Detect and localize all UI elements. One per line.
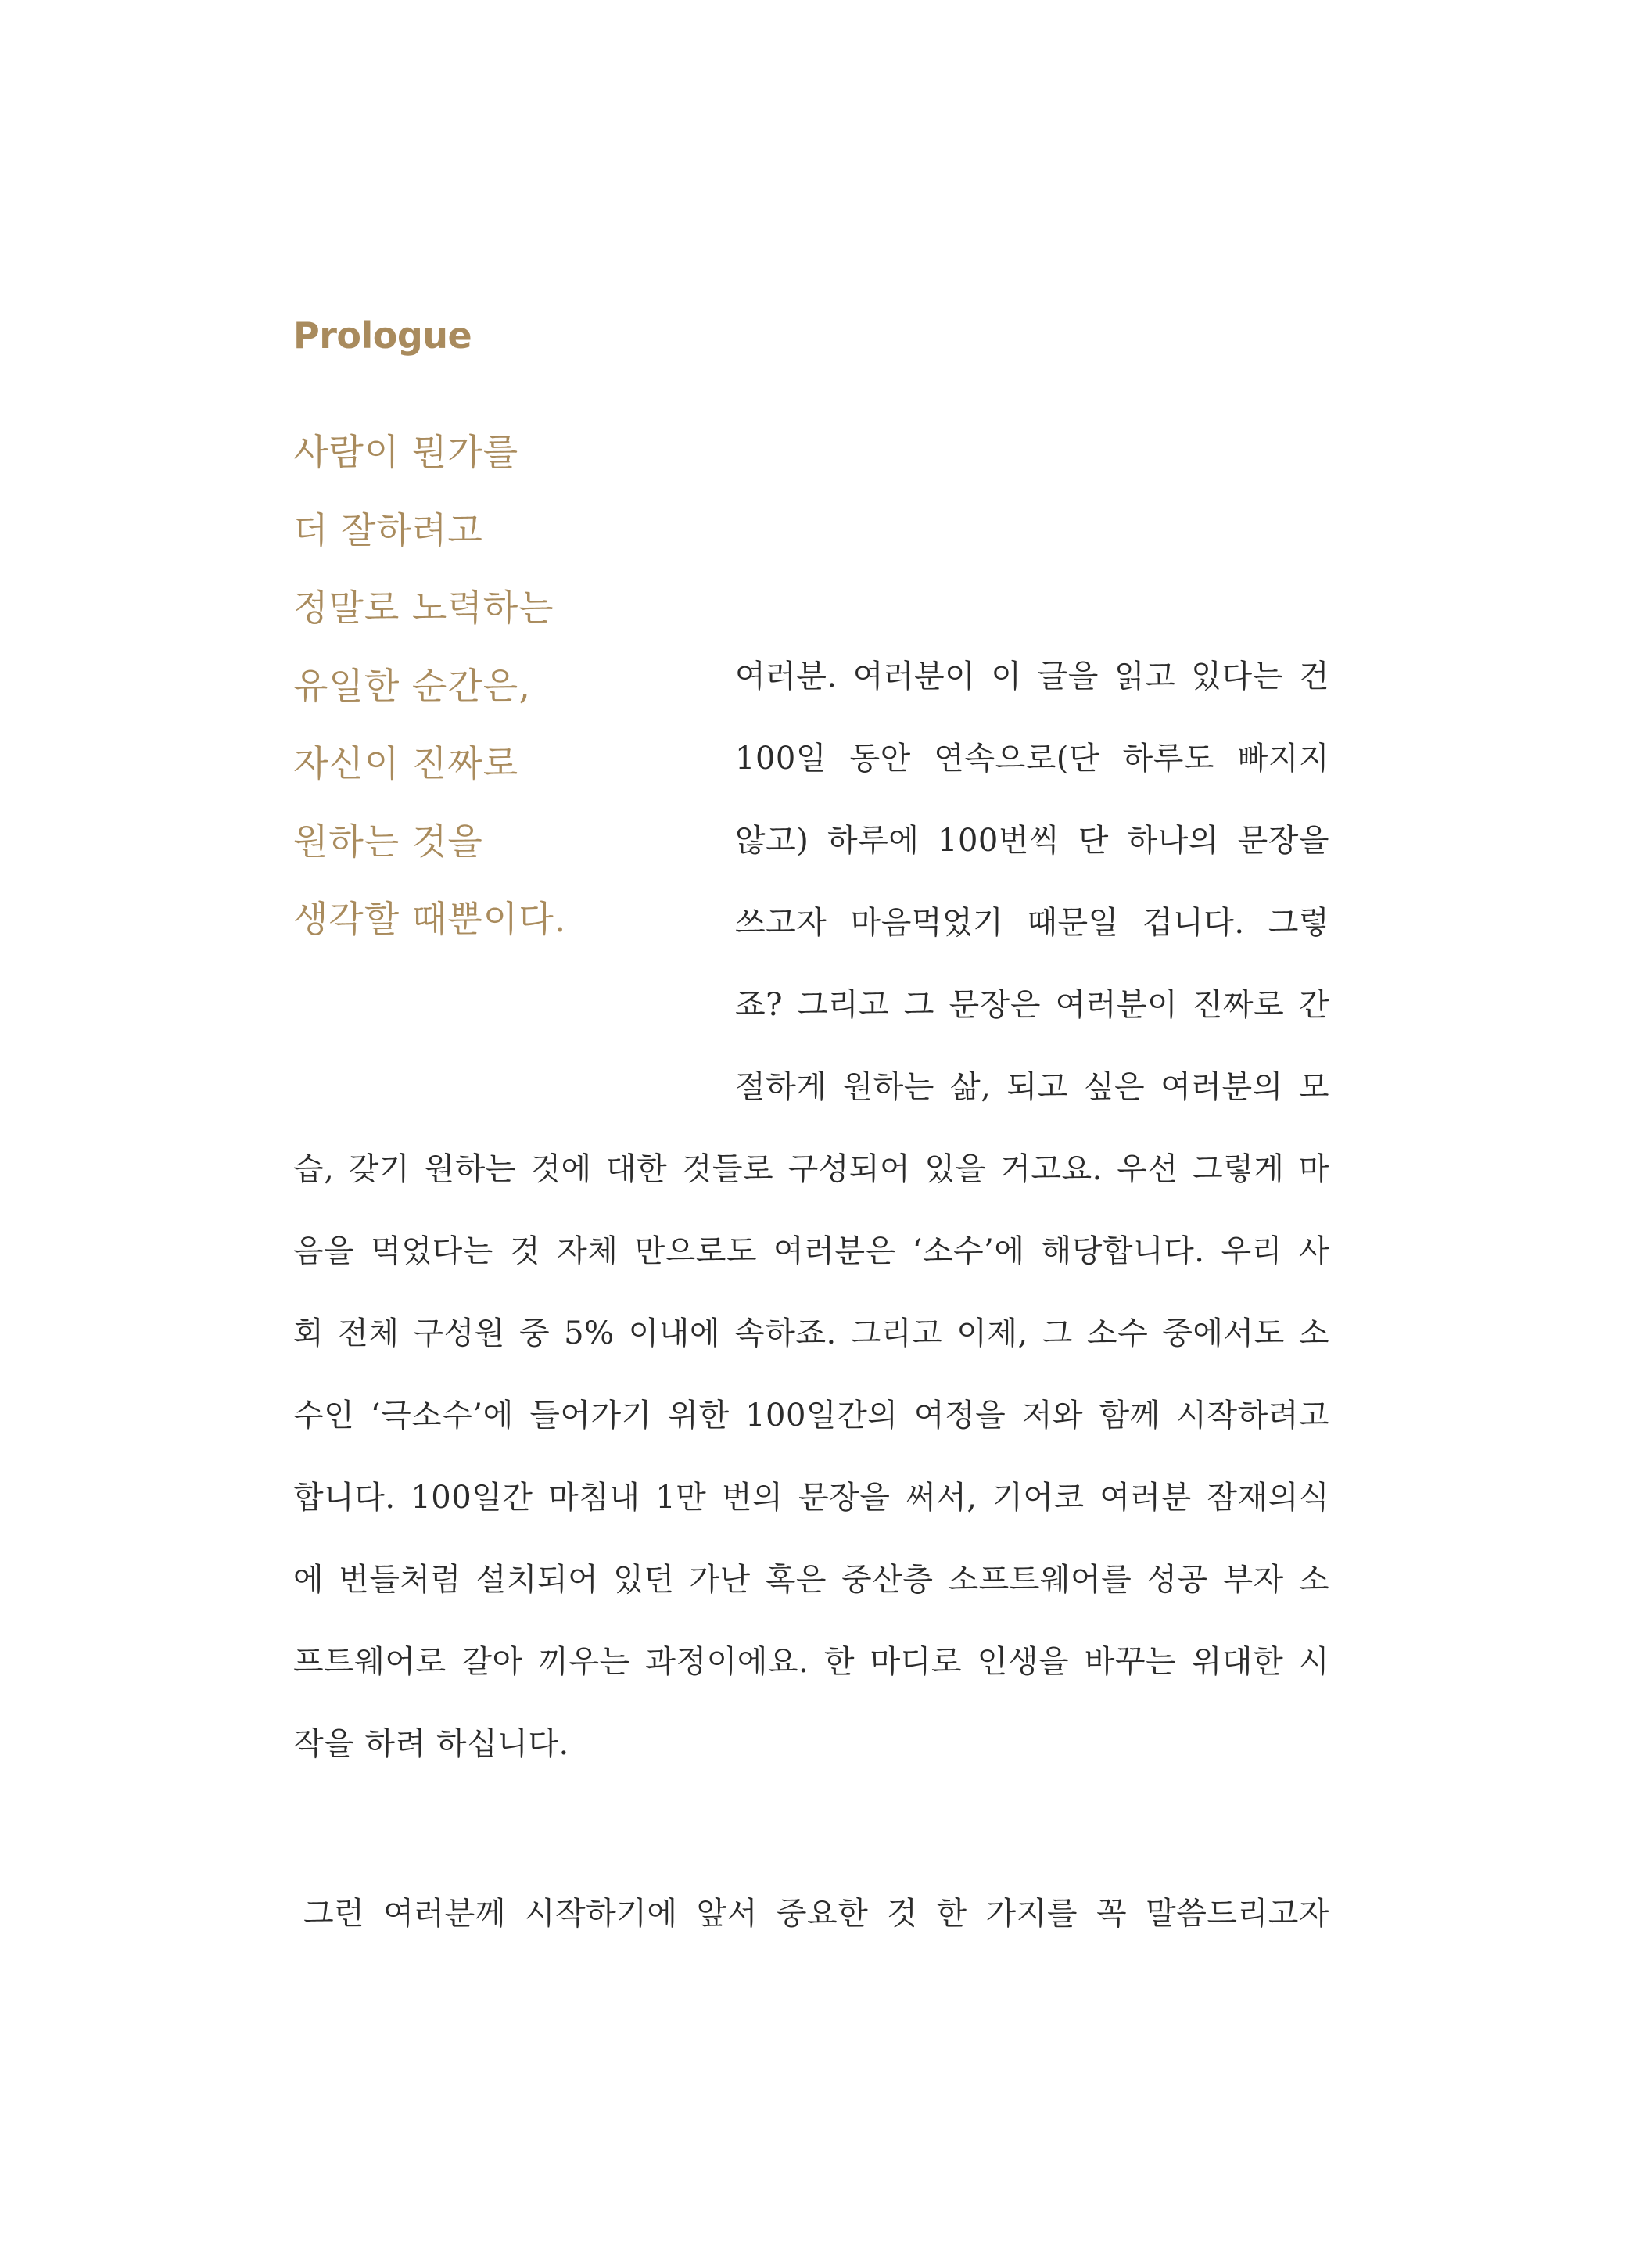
body-line: 회 전체 구성원 중 5% 이내에 속하죠. 그리고 이제, 그 소수 중에서도 소 bbox=[293, 1315, 1329, 1351]
body-paragraph-start bbox=[735, 653, 1329, 1146]
body-line: 죠? 그리고 그 문장은 여러분이 진짜로 간 bbox=[735, 987, 1329, 1023]
body-paragraph-continued bbox=[293, 1146, 1329, 1803]
quote-line: 자신이 진짜로 bbox=[293, 742, 519, 784]
quote-line: 더 잘하려고 bbox=[293, 508, 483, 551]
quote-line: 유일한 순간은, bbox=[293, 664, 531, 707]
body-line: 프트웨어로 갈아 끼우는 과정이에요. 한 마디로 인생을 바꾸는 위대한 시 bbox=[293, 1644, 1329, 1680]
quote-line: 생각할 때뿐이다. bbox=[293, 898, 567, 940]
closing-paragraph-line: 그런 여러분께 시작하기에 앞서 중요한 것 한 가지를 꼭 말씀드리고자 bbox=[303, 1896, 1329, 1932]
epigraph-quote bbox=[293, 429, 637, 974]
quote-line: 원하는 것을 bbox=[293, 820, 483, 863]
body-line: 합니다. 100일간 마침내 1만 번의 문장을 써서, 기어코 여러분 잠재의식 bbox=[293, 1480, 1329, 1516]
quote-line: 정말로 노력하는 bbox=[293, 587, 554, 629]
body-line: 수인 ‘극소수’에 들어가기 위한 100일간의 여정을 저와 함께 시작하려고 bbox=[293, 1398, 1329, 1434]
body-line: 쓰고자 마음먹었기 때문일 겁니다. 그렇 bbox=[735, 905, 1329, 941]
body-line: 음을 먹었다는 것 자체 만으로도 여러분은 ‘소수’에 해당합니다. 우리 사 bbox=[293, 1233, 1329, 1269]
body-line: 에 번들처럼 설치되어 있던 가난 혹은 중산층 소프트웨어를 성공 부자 소 bbox=[293, 1562, 1329, 1598]
body-line: 습, 갖기 원하는 것에 대한 것들로 구성되어 있을 거고요. 우선 그렇게 마 bbox=[293, 1151, 1329, 1187]
body-line: 작을 하려 하십니다. bbox=[293, 1726, 569, 1762]
body-line: 절하게 원하는 삶, 되고 싶은 여러분의 모 bbox=[735, 1069, 1329, 1105]
quote-line: 사람이 뭔가를 bbox=[293, 431, 519, 473]
body-line: 100일 동안 연속으로(단 하루도 빠지지 bbox=[735, 741, 1329, 777]
chapter-heading: Prologue bbox=[293, 314, 472, 357]
body-line: 여러분. 여러분이 이 글을 읽고 있다는 건 bbox=[735, 659, 1329, 694]
body-line: 않고) 하루에 100번씩 단 하나의 문장을 bbox=[735, 823, 1329, 859]
